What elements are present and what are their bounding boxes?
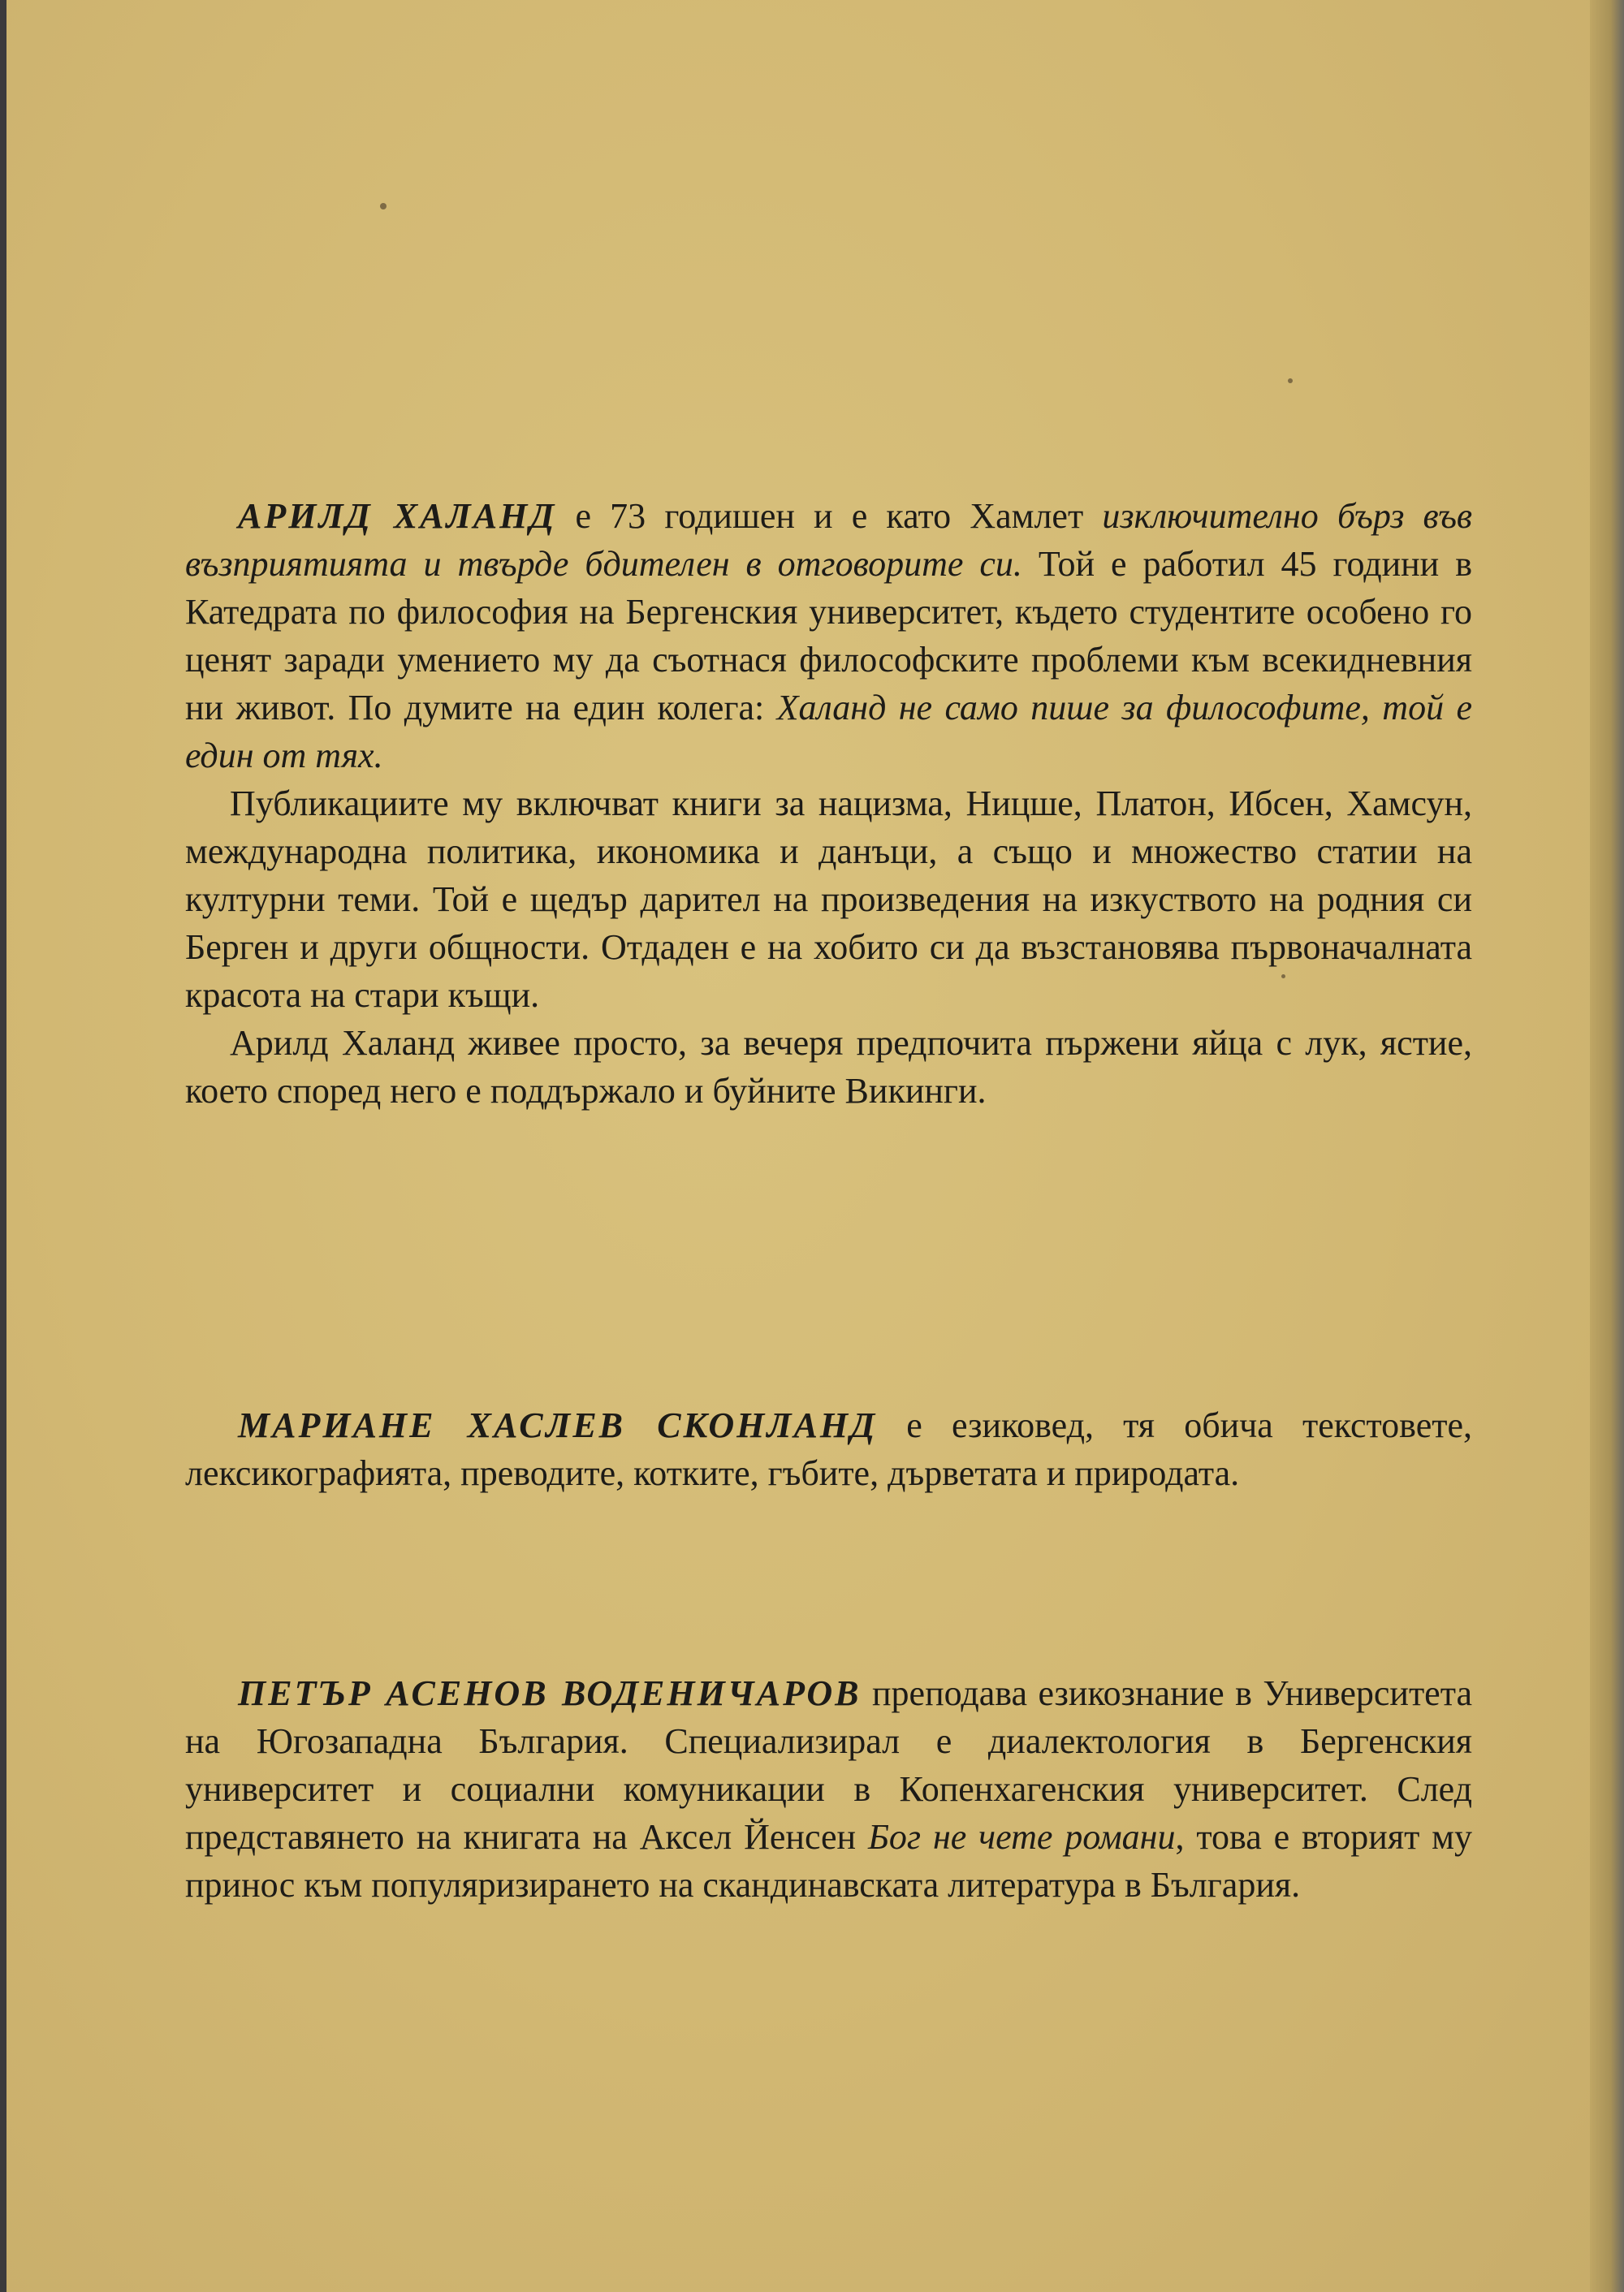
bio-paragraph xyxy=(185,779,1472,1019)
bio-paragraph xyxy=(185,492,1472,779)
cover-speck xyxy=(1288,378,1293,383)
book-back-cover xyxy=(6,0,1590,2292)
book-title: Бог не чете романи xyxy=(867,1817,1176,1857)
bio-text: преподава езикознание в Университета на Югозападна България. Специализирал е диалектология в Бергенския университет и социални комуникации в Копенхагенския университет. След представянето на книгата на Аксел Йенсен xyxy=(185,1673,1472,1857)
translator-name: ПЕТЪР АСЕНОВ ВОДЕНИЧАРОВ xyxy=(238,1673,862,1713)
cover-edge xyxy=(1590,0,1624,2292)
cover-speck xyxy=(380,203,387,209)
bio-quote: Халанд не само пише за философите, той е един от тях. xyxy=(185,688,1472,775)
bio-quote: изключително бърз във възприятията и твърде бдителен в отговорите си. xyxy=(185,496,1473,584)
bio-text: Арилд Халанд живее просто, за вечеря предпочита пържени яйца с лук, ястие, което според него е поддържало и буйните Викинги. xyxy=(185,1023,1472,1111)
bio-text: е 73 годишен и е като Хамлет xyxy=(556,496,1103,536)
translator-bio xyxy=(185,1401,1472,1497)
translator-bio xyxy=(185,1669,1472,1909)
bio-paragraph xyxy=(185,1401,1472,1497)
bio-paragraph xyxy=(185,1669,1472,1909)
author-bio xyxy=(185,492,1472,1115)
bio-text: , това е вторият му принос към популяризирането на скандинавската литература в България. xyxy=(185,1817,1473,1905)
bio-paragraph xyxy=(185,1019,1472,1115)
author-name: АРИЛД ХАЛАНД xyxy=(238,496,557,536)
bio-text: Той е работил 45 години в Катедрата по философия на Бергенския университет, където студентите особено го ценят заради умението му да съотнася философските проблеми към всекидневния ни живот. По думите на един колега: xyxy=(185,544,1472,727)
bio-text: Публикациите му включват книги за нацизма, Ницше, Платон, Ибсен, Хамсун, международна политика, икономика и данъци, а също и множество статии на културни теми. Той е щедър дарител на произведения на изкуството на родния си Берген и други общности. Отдаден е на хобито си да възстановява първоначалната красота на стари къщи. xyxy=(185,783,1472,1015)
bio-text: е езиковед, тя обича текстовете, лексикографията, преводите, котките, гъбите, дърветата и природата. xyxy=(185,1405,1472,1493)
translator-name: МАРИАНЕ ХАСЛЕВ СКОНЛАНД xyxy=(238,1405,878,1445)
